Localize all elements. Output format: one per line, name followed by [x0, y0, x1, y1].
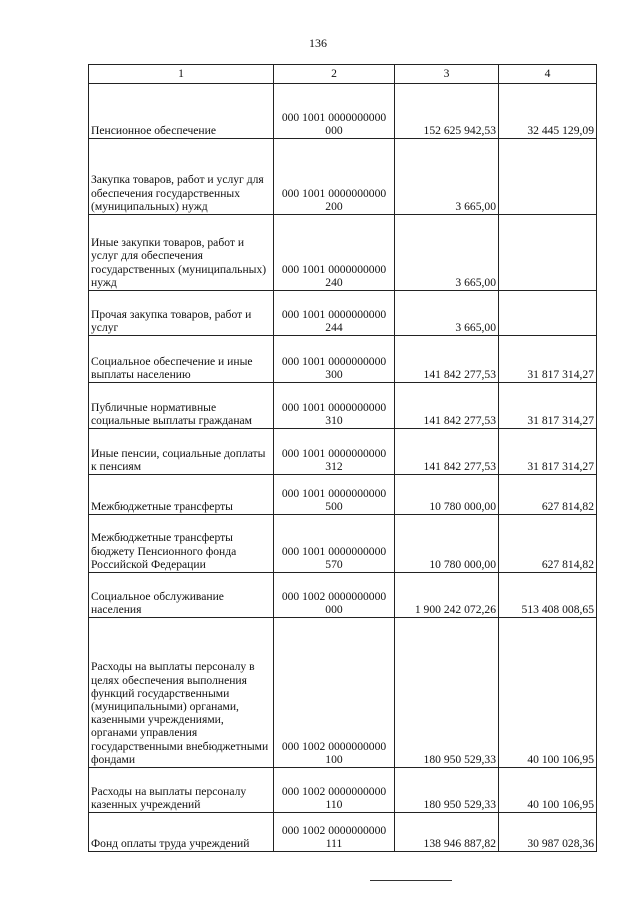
row-value-planned: 152 625 942,53 — [395, 84, 499, 139]
table-row — [89, 573, 597, 618]
row-code: 000 1001 0000000000 500 — [274, 475, 395, 515]
column-header-4: 4 — [499, 65, 597, 84]
row-code: 000 1001 0000000000 300 — [274, 336, 395, 383]
row-name: Расходы на выплаты персоналу казенных учреждений — [89, 768, 274, 813]
table-row — [89, 383, 597, 429]
row-value-executed: 627 814,82 — [499, 475, 597, 515]
row-code: 000 1001 0000000000 240 — [274, 215, 395, 291]
row-value-planned: 180 950 529,33 — [395, 768, 499, 813]
row-value-executed: 30 987 028,36 — [499, 813, 597, 852]
row-code: 000 1001 0000000000 200 — [274, 139, 395, 215]
row-name: Расходы на выплаты персоналу в целях обеспечения выполнения функций государственными (муниципальными) органами, казенными учреждениями, органами управления государственными внебюджетными фондами — [89, 618, 274, 768]
table-row — [89, 768, 597, 813]
row-code: 000 1001 0000000000 570 — [274, 515, 395, 573]
row-value-planned: 141 842 277,53 — [395, 429, 499, 475]
row-code: 000 1002 0000000000 100 — [274, 618, 395, 768]
table-row — [89, 291, 597, 336]
row-code: 000 1002 0000000000 110 — [274, 768, 395, 813]
page-number: 136 — [309, 36, 327, 50]
column-header-2: 2 — [274, 65, 395, 84]
row-value-executed — [499, 291, 597, 336]
row-value-planned: 138 946 887,82 — [395, 813, 499, 852]
row-name: Фонд оплаты труда учреждений — [89, 813, 274, 852]
row-value-executed: 40 100 106,95 — [499, 768, 597, 813]
row-value-executed: 513 408 008,65 — [499, 573, 597, 618]
column-header-1: 1 — [89, 65, 274, 84]
row-code: 000 1001 0000000000 310 — [274, 383, 395, 429]
row-name: Пенсионное обеспечение — [89, 84, 274, 139]
table-row — [89, 139, 597, 215]
column-header-3: 3 — [395, 65, 499, 84]
row-name: Иные закупки товаров, работ и услуг для обеспечения государственных (муниципальных) нужд — [89, 215, 274, 291]
table-row — [89, 813, 597, 852]
row-value-executed: 40 100 106,95 — [499, 618, 597, 768]
table-row — [89, 215, 597, 291]
row-value-planned: 10 780 000,00 — [395, 515, 499, 573]
row-value-planned: 1 900 242 072,26 — [395, 573, 499, 618]
row-code: 000 1001 0000000000 244 — [274, 291, 395, 336]
row-name: Межбюджетные трансферты бюджету Пенсионного фонда Российской Федерации — [89, 515, 274, 573]
table-row — [89, 429, 597, 475]
row-code: 000 1001 0000000000 312 — [274, 429, 395, 475]
row-value-executed — [499, 139, 597, 215]
row-value-executed: 31 817 314,27 — [499, 383, 597, 429]
row-name: Социальное обеспечение и иные выплаты населению — [89, 336, 274, 383]
row-code: 000 1002 0000000000 000 — [274, 573, 395, 618]
row-value-executed: 31 817 314,27 — [499, 336, 597, 383]
table-header-row — [89, 65, 597, 84]
row-name: Иные пенсии, социальные доплаты к пенсиям — [89, 429, 274, 475]
row-value-planned: 3 665,00 — [395, 215, 499, 291]
row-value-planned: 141 842 277,53 — [395, 336, 499, 383]
row-value-planned: 10 780 000,00 — [395, 475, 499, 515]
table-row — [89, 515, 597, 573]
table-row — [89, 84, 597, 139]
row-name: Прочая закупка товаров, работ и услуг — [89, 291, 274, 336]
row-value-executed: 31 817 314,27 — [499, 429, 597, 475]
row-name: Межбюджетные трансферты — [89, 475, 274, 515]
row-value-executed: 627 814,82 — [499, 515, 597, 573]
row-value-executed — [499, 215, 597, 291]
row-code: 000 1001 0000000000 000 — [274, 84, 395, 139]
row-value-planned: 141 842 277,53 — [395, 383, 499, 429]
footer-divider — [370, 880, 452, 881]
row-value-executed: 32 445 129,09 — [499, 84, 597, 139]
row-name: Публичные нормативные социальные выплаты гражданам — [89, 383, 274, 429]
row-name: Закупка товаров, работ и услуг для обеспечения государственных (муниципальных) нужд — [89, 139, 274, 215]
table-row — [89, 618, 597, 768]
table-row — [89, 336, 597, 383]
budget-table — [88, 64, 597, 852]
table-row — [89, 475, 597, 515]
row-value-planned: 3 665,00 — [395, 291, 499, 336]
row-code: 000 1002 0000000000 111 — [274, 813, 395, 852]
row-name: Социальное обслуживание населения — [89, 573, 274, 618]
row-value-planned: 3 665,00 — [395, 139, 499, 215]
row-value-planned: 180 950 529,33 — [395, 618, 499, 768]
